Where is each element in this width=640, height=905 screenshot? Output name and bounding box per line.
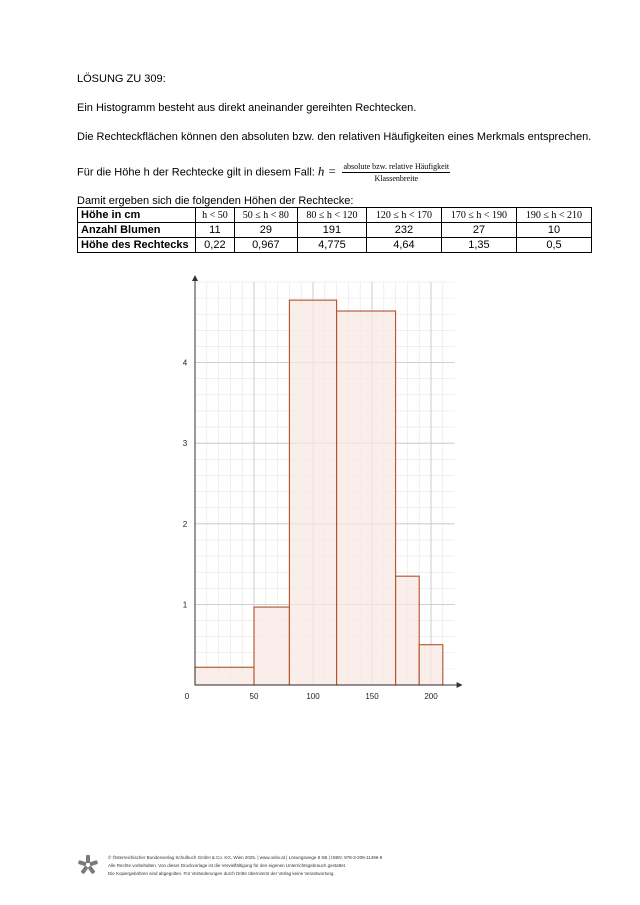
height-cell: 0,5 bbox=[516, 238, 591, 253]
count-cell: 27 bbox=[441, 223, 516, 238]
class-cell: 190 ≤ h < 210 bbox=[516, 208, 591, 223]
fraction-denominator: Klassenbreite bbox=[374, 174, 419, 183]
paragraph-area-meaning: Die Rechteckflächen können den absoluten bzw. den relativen Häufigkeiten eines Merkmals entsprechen. bbox=[77, 131, 592, 143]
histogram-bar bbox=[195, 667, 254, 685]
x-tick-label: 150 bbox=[365, 692, 379, 701]
row-label: Anzahl Blumen bbox=[78, 223, 196, 238]
histogram-bar bbox=[254, 607, 289, 685]
y-tick-label: 2 bbox=[182, 519, 188, 529]
frequency-table bbox=[77, 207, 592, 253]
x-tick-label: 100 bbox=[306, 692, 320, 701]
y-tick-label: 3 bbox=[182, 439, 188, 449]
x-tick-label: 200 bbox=[424, 692, 438, 701]
height-cell: 0,967 bbox=[234, 238, 297, 253]
solution-heading: LÖSUNG ZU 309: bbox=[77, 73, 166, 85]
histogram-bar bbox=[419, 645, 443, 685]
publisher-logo-icon bbox=[77, 854, 99, 876]
table-row bbox=[78, 223, 592, 238]
height-cell: 4,775 bbox=[297, 238, 366, 253]
class-cell: h < 50 bbox=[196, 208, 235, 223]
height-cell: 4,64 bbox=[366, 238, 441, 253]
y-tick-label: 4 bbox=[182, 358, 188, 368]
paragraph-histogram-definition: Ein Histogramm besteht aus direkt aneinander gereihten Rechtecken. bbox=[77, 102, 417, 114]
height-cell: 0,22 bbox=[196, 238, 235, 253]
height-cell: 1,35 bbox=[441, 238, 516, 253]
class-cell: 80 ≤ h < 120 bbox=[297, 208, 366, 223]
class-cell: 50 ≤ h < 80 bbox=[234, 208, 297, 223]
count-cell: 29 bbox=[234, 223, 297, 238]
footer-copyright: © Österreichischer Bundesverlag Schulbuch GmbH & Co. KG, Wien 2025. | www.oebv.at | Lösungswege 8 SB | ISBN: 978-3-209-11496-9 bbox=[108, 855, 383, 860]
x-tick-label: 0 bbox=[184, 692, 190, 701]
footer-rights: Alle Rechte vorbehalten. Von dieser Druckvorlage ist die Vervielfältigung für den eigenen Unterrichtsgebrauch gestattet. bbox=[108, 863, 347, 868]
class-cell: 170 ≤ h < 190 bbox=[441, 208, 516, 223]
count-cell: 232 bbox=[366, 223, 441, 238]
formula-fraction bbox=[342, 162, 450, 183]
fraction-numerator: absolute bzw. relative Häufigkeit bbox=[343, 162, 450, 171]
formula-intro: Für die Höhe h der Rechtecke gilt in diesem Fall: bbox=[77, 166, 318, 179]
y-tick-label: 1 bbox=[182, 600, 188, 610]
histogram-bar bbox=[337, 311, 396, 685]
formula-variable: h = bbox=[317, 163, 337, 179]
y-axis-arrow bbox=[192, 275, 198, 281]
histogram-bar bbox=[396, 576, 420, 685]
x-tick-label: 50 bbox=[249, 692, 259, 701]
footer-fees: Die Kopiergebühren sind abgegolten. Für Veränderungen durch Dritte übernimmt der Verlag keine Verantwortung. bbox=[108, 871, 335, 876]
paragraph-height-formula bbox=[77, 162, 450, 183]
count-cell: 10 bbox=[516, 223, 591, 238]
row-label: Höhe des Rechtecks bbox=[78, 238, 196, 253]
count-cell: 11 bbox=[196, 223, 235, 238]
paragraph-table-intro: Damit ergeben sich die folgenden Höhen der Rechtecke: bbox=[77, 195, 354, 207]
class-cell: 120 ≤ h < 170 bbox=[366, 208, 441, 223]
histogram-chart bbox=[170, 275, 470, 705]
x-axis-arrow bbox=[457, 682, 463, 688]
row-label: Höhe in cm bbox=[78, 208, 196, 223]
table-row bbox=[78, 208, 592, 223]
count-cell: 191 bbox=[297, 223, 366, 238]
table-row bbox=[78, 238, 592, 253]
histogram-bar bbox=[289, 300, 336, 685]
